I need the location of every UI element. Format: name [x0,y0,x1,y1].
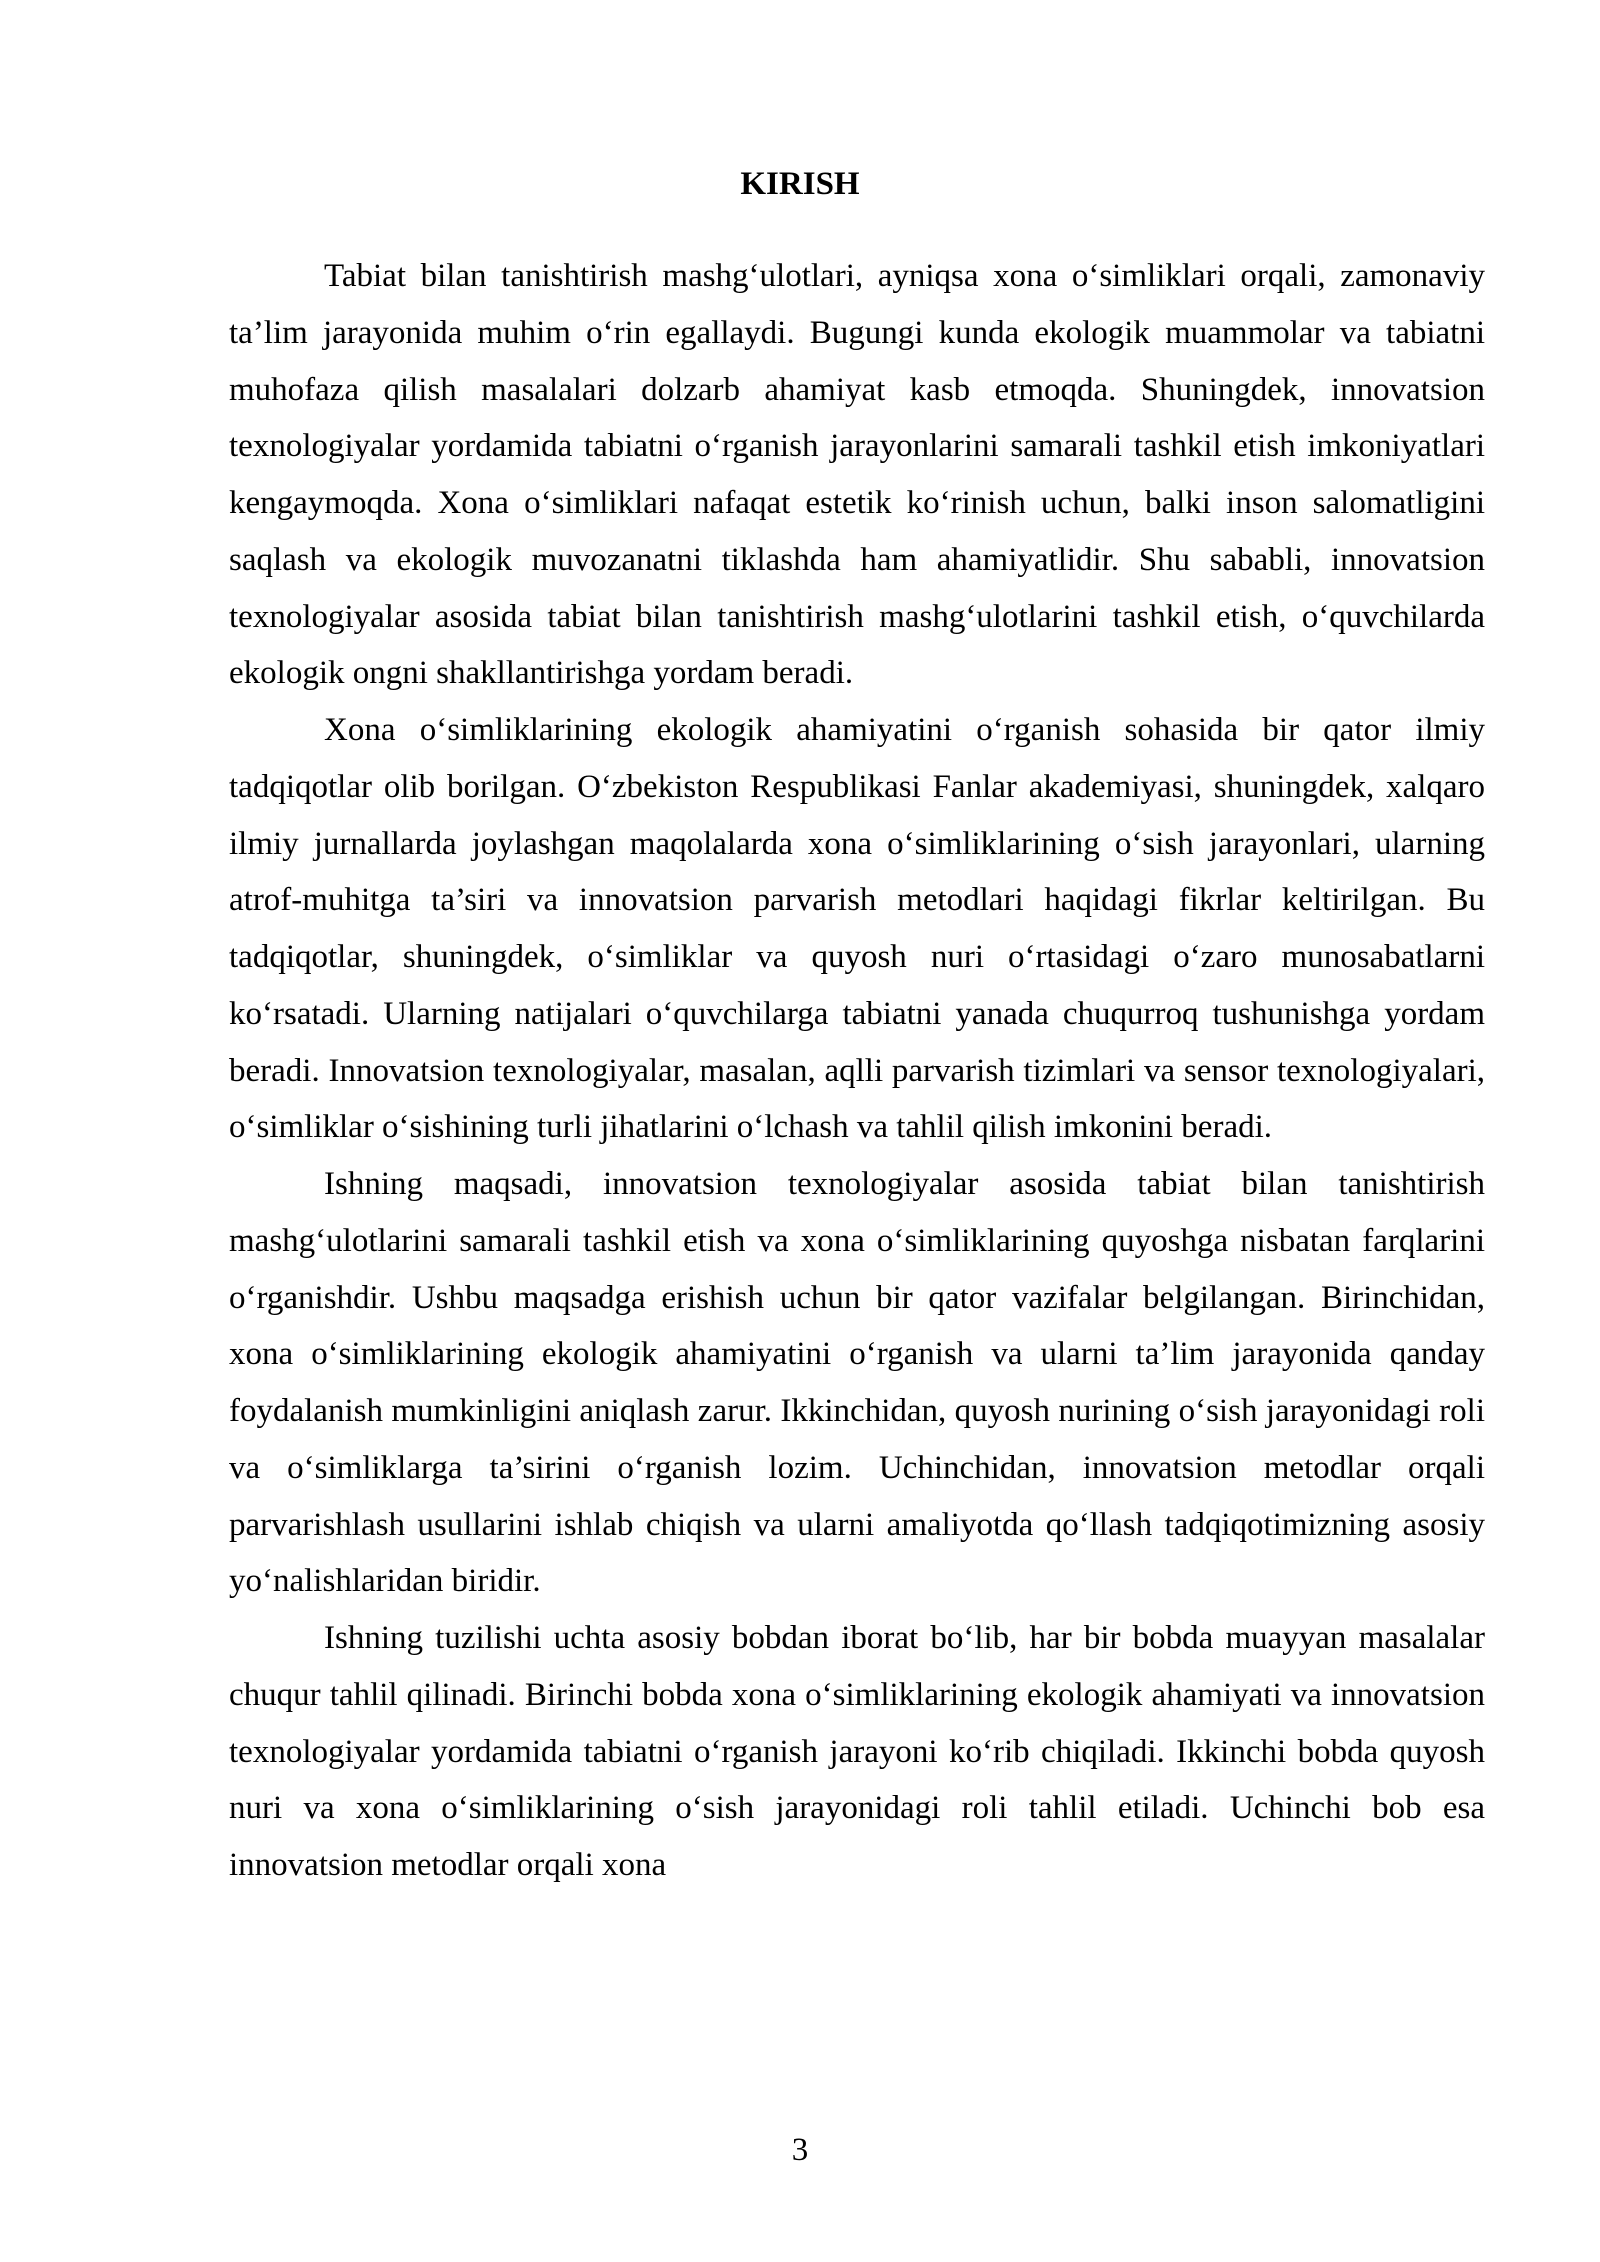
body-text [229,248,1485,1894]
page-number: 3 [791,2132,809,2168]
paragraph-goals: Ishning maqsadi, innovatsion texnologiyalar asosida tabiat bilan tanishtirish mashg‘ulotlarini samarali tashkil etish va xona o‘simliklarining quyoshga nisbatan farqlarini o‘rganishdir. Ushbu maqsadga erishish uchun bir qator vazifalar belgilangan. Birinchidan, xona o‘simliklarining ekologik ahamiyatini o‘rganish va ularni ta’lim jarayonida qanday foydalanish mumkinligini aniqlash zarur. Ikkinchidan, quyosh nurining o‘sish jarayonidagi roli va o‘simliklarga ta’sirini o‘rganish lozim. Uchinchidan, innovatsion metodlar orqali parvarishlash usullarini ishlab chiqish va ularni amaliyotda qo‘llash tadqiqotimizning asosiy yo‘nalishlaridan biridir. [229,1166,1485,1600]
paragraph-research: Xona o‘simliklarining ekologik ahamiyatini o‘rganish sohasida bir qator ilmiy tadqiqotlar olib borilgan. O‘zbekiston Respublikasi Fanlar akademiyasi, shuningdek, xalqaro ilmiy jurnallarda joylashgan maqolalarda xona o‘simliklarining o‘sish jarayonlari, ularning atrof-muhitga ta’siri va innovatsion parvarish metodlari haqidagi fikrlar keltirilgan. Bu tadqiqotlar, shuningdek, o‘simliklar va quyosh nuri o‘rtasidagi o‘zaro munosabatlarni ko‘rsatadi. Ularning natijalari o‘quvchilarga tabiatni yanada chuqurroq tushunishga yordam beradi. Innovatsion texnologiyalar, masalan, aqlli parvarish tizimlari va sensor texnologiyalari, o‘simliklar o‘sishining turli jihatlarini o‘lchash va tahlil qilish imkonini beradi. [229,712,1485,1146]
paragraph-structure: Ishning tuzilishi uchta asosiy bobdan iborat bo‘lib, har bir bobda muayyan masalalar chuqur tahlil qilinadi. Birinchi bobda xona o‘simliklarining ekologik ahamiyati va innovatsion texnologiyalar yordamida tabiatni o‘rganish jarayoni ko‘rib chiqiladi. Ikkinchi bobda quyosh nuri va xona o‘simliklarining o‘sish jarayonidagi roli tahlil etiladi. Uchinchi bob esa innovatsion metodlar orqali xona [229,1620,1485,1883]
section-heading: KIRISH [740,166,860,202]
paragraph-intro: Tabiat bilan tanishtirish mashg‘ulotlari, ayniqsa xona o‘simliklari orqali, zamonaviy ta’lim jarayonida muhim o‘rin egallaydi. Bugungi kunda ekologik muammolar va tabiatni muhofaza qilish masalalari dolzarb ahamiyat kasb etmoqda. Shuningdek, innovatsion texnologiyalar yordamida tabiatni o‘rganish jarayonlarini samarali tashkil etish imkoniyatlari kengaymoqda. Xona o‘simliklari nafaqat estetik ko‘rinish uchun, balki inson salomatligini saqlash va ekologik muvozanatni tiklashda ham ahamiyatlidir. Shu sababli, innovatsion texnologiyalar asosida tabiat bilan tanishtirish mashg‘ulotlarini tashkil etish, o‘quvchilarda ekologik ongni shakllantirishga yordam beradi. [229,258,1485,692]
